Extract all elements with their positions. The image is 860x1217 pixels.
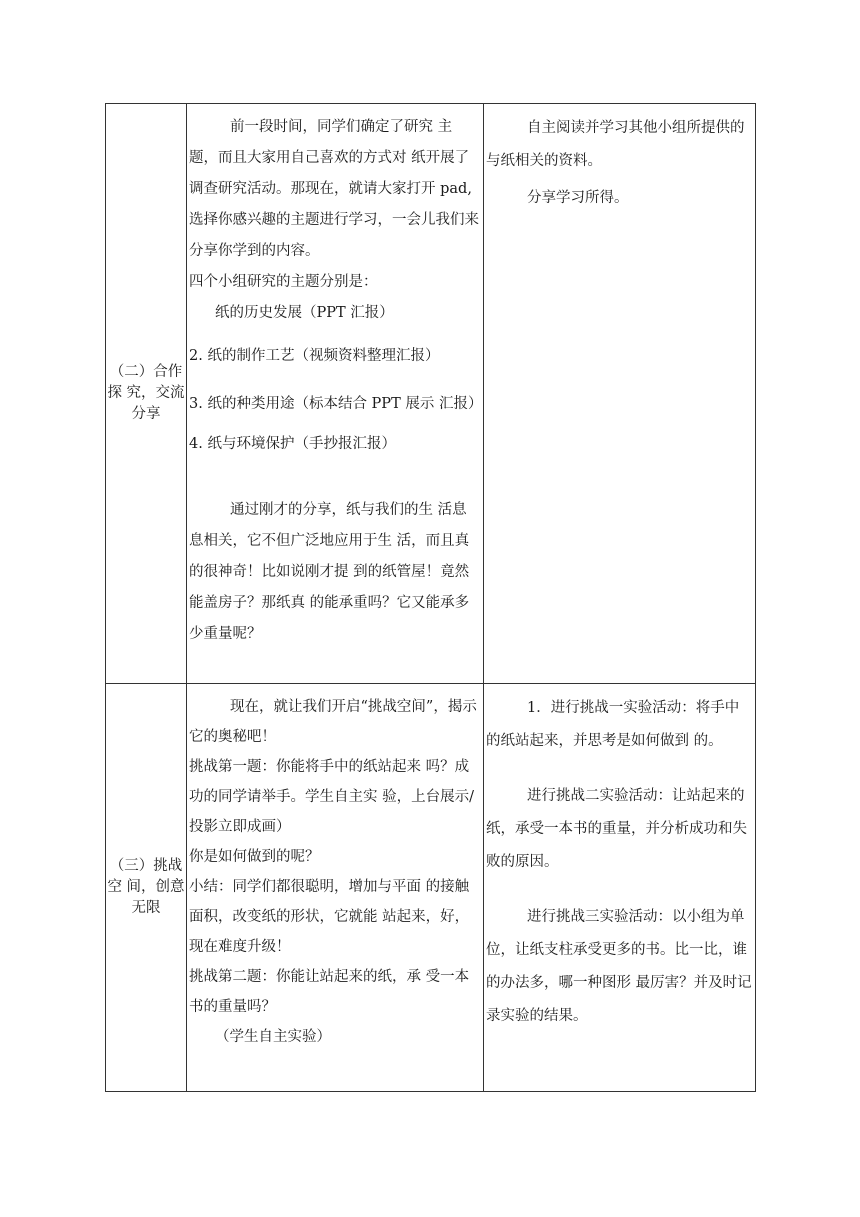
student-activity-cell <box>484 684 756 1092</box>
stage-cell <box>106 104 187 684</box>
spacer <box>486 758 753 780</box>
stage-label: （二）合作探 究，交流分享 <box>107 364 185 422</box>
lesson-plan-table <box>105 103 756 1092</box>
student-paragraph: 自主阅读并学习其他小组所提供的与纸相关的资料。 <box>486 120 745 169</box>
stage-label: （三）挑战空 间，创意无限 <box>107 858 185 916</box>
topic-item: 3. 纸的种类用途（标本结合 PPT 展示 汇报） <box>189 396 483 412</box>
topic-item: 纸的历史发展（PPT 汇报） <box>215 305 394 321</box>
teacher-paragraph: 前一段时间，同学们确定了研究 主题，而且大家用自己喜欢的方式对 纸开展了调查研究活动。那现在，就请大家打开 pad,选择你感兴趣的主题进行学习，一会儿我们来分享你学到的内容。 <box>189 119 479 259</box>
teacher-paragraph: （学生自主实验） <box>215 1029 331 1045</box>
teacher-paragraph: 挑战第二题：你能让站起来的纸，承 受一本书的重量吗？ <box>189 969 470 1015</box>
student-paragraph: 进行挑战三实验活动：以小组为单位，让纸支柱承受更多的书。比一比，谁的办法多，哪一种图形 最厉害？并及时记录实验的结果。 <box>486 909 752 1024</box>
table-row <box>106 684 756 1092</box>
teacher-paragraph: 你是如何做到的呢？ <box>189 849 320 865</box>
student-paragraph: 1．进行挑战一实验活动：将手中的纸站起来，并思考是如何做到 的。 <box>486 700 740 749</box>
teacher-paragraph: 挑战第一题：你能将手中的纸站起来 吗？成功的同学请举手。学生自主实 验，上台展示/投影立即成画） <box>189 759 474 835</box>
teacher-activity-cell <box>187 104 484 684</box>
spacer <box>486 879 753 901</box>
stage-cell <box>106 684 187 1092</box>
teacher-activity-cell <box>187 684 484 1092</box>
student-paragraph: 分享学习所得。 <box>527 190 629 206</box>
teacher-paragraph: 四个小组研究的主题分别是： <box>189 274 378 290</box>
teacher-paragraph: 通过刚才的分享，纸与我们的生 活息息相关，它不但广泛地应用于生 活，而且真的很神奇！比如说刚才提 到的纸管屋！竟然能盖房子？那纸真 的能承重吗？它又能承多少重量呢？ <box>189 502 470 642</box>
teacher-paragraph: 现在，就让我们开启“挑战空间”，揭示它的奥秘吧！ <box>189 699 477 745</box>
table-row <box>106 104 756 684</box>
topic-item: 4. 纸与环境保护（手抄报汇报） <box>189 436 396 452</box>
topic-item: 2. 纸的制作工艺（视频资料整理汇报） <box>189 348 440 364</box>
student-paragraph: 进行挑战二实验活动：让站起来的纸，承受一本书的重量，并分析成功和失败的原因。 <box>486 788 747 870</box>
student-activity-cell <box>484 104 756 684</box>
spacer <box>189 460 481 495</box>
teacher-paragraph: 小结：同学们都很聪明，增加与平面 的接触面积，改变纸的形状，它就能 站起来，好，现在难度升级！ <box>189 879 470 955</box>
